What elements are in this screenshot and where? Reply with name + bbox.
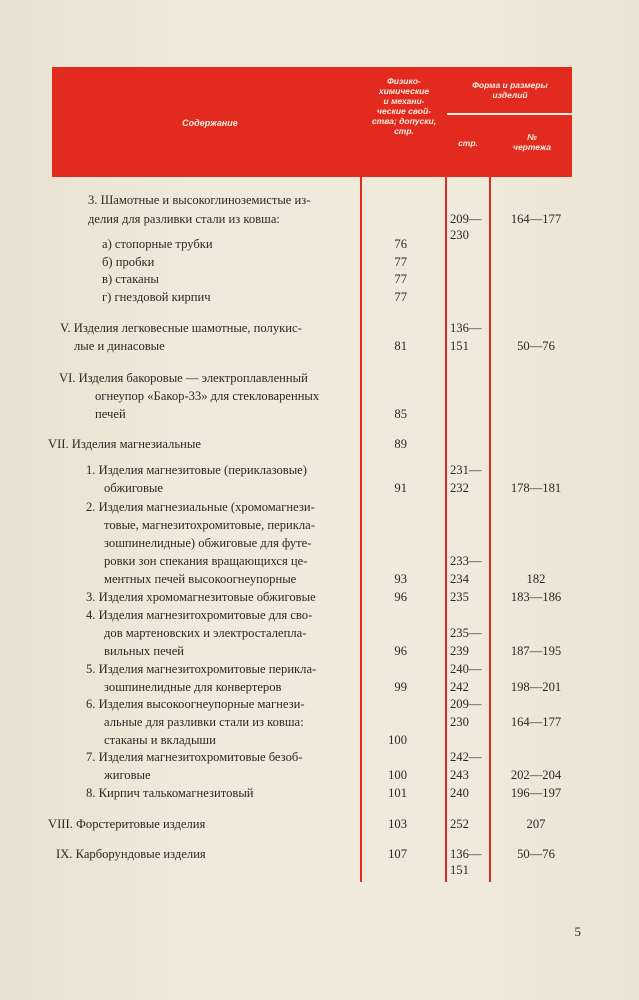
entry-text: делия для разливки стали из ковша: <box>88 212 280 226</box>
shape-page: 231— <box>450 463 482 477</box>
entry-text: V. Изделия легковесные шамотные, полукис- <box>60 321 302 335</box>
drawing-number: 164—177 <box>510 212 562 226</box>
entry-text: 3. Шамотные и высокоглиноземистые из- <box>88 193 311 207</box>
entry-text: огнеупор «Бакор-33» для стекловаренных <box>95 389 320 403</box>
shape-page: 252 <box>450 817 469 831</box>
entry-text: вильных печей <box>104 644 185 658</box>
entry-text: г) гнездовой кирпич <box>102 290 211 304</box>
entry-text: стаканы и вкладыши <box>104 733 216 747</box>
entry-text: VI. Изделия бакоровые — электроплавленный <box>59 371 308 385</box>
shape-page: 209— <box>450 212 482 226</box>
header-page: стр. <box>458 138 478 148</box>
props-page: 93 <box>394 572 407 586</box>
header-props: Физико- химические и механи- ческие свой- ства; допуски, стр. <box>371 76 437 136</box>
entry-text: в) стаканы <box>102 272 159 286</box>
entry-text: товые, магнезитохромитовые, периклa- <box>104 518 315 532</box>
drawing-number: 50—76 <box>517 847 555 861</box>
props-page: 81 <box>394 339 407 353</box>
props-page: 77 <box>394 272 407 286</box>
props-page: 99 <box>394 680 407 694</box>
shape-page: 234 <box>450 572 469 586</box>
entry-text: дов мартеновских и электросталепла- <box>104 626 307 640</box>
entry-text: обжиговые <box>104 481 163 495</box>
drawing-number: 50—76 <box>517 339 555 353</box>
entry-text: 3. Изделия хромомагнезитовые обжиговые <box>86 590 316 604</box>
props-page: 100 <box>388 733 407 747</box>
props-page: 100 <box>388 768 407 782</box>
entry-text: VIII. Форстеритовые изделия <box>48 817 206 831</box>
shape-page: 232 <box>450 481 469 495</box>
page-number: 5 <box>574 924 581 939</box>
entry-text: 7. Изделия магнезитохромитовые безоб- <box>86 750 303 764</box>
shape-page: 230 <box>450 715 469 729</box>
header-drawing: № чертежа <box>512 132 552 152</box>
shape-page: 242 <box>450 680 469 694</box>
props-page: 103 <box>388 817 407 831</box>
entry-text: зошпинелидные для конвертеров <box>104 680 282 694</box>
entry-text: 6. Изделия высокоогнеупорные магнези- <box>86 697 305 711</box>
entry-text: б) пробки <box>102 255 155 269</box>
entry-text: 8. Кирпич талькомагнезитовый <box>86 786 254 800</box>
entry-text: лые и динасовые <box>74 339 165 353</box>
drawing-number: 182 <box>526 572 546 586</box>
entry-text: зошпинелидные) обжиговые для футе- <box>104 536 312 550</box>
drawing-number: 207 <box>526 817 546 831</box>
entry-text: 4. Изделия магнезитохромитовые для сво- <box>86 608 313 622</box>
header-divider <box>445 113 572 115</box>
props-page: 85 <box>394 407 407 421</box>
shape-page: 235 <box>450 590 469 604</box>
shape-page: 230 <box>450 228 469 242</box>
entry-text: жиговые <box>104 768 151 782</box>
shape-page: 235— <box>450 626 482 640</box>
entry-text: печей <box>95 407 126 421</box>
shape-page: 209— <box>450 697 482 711</box>
shape-page: 136— <box>450 847 482 861</box>
shape-page: 233— <box>450 554 482 568</box>
props-page: 96 <box>394 644 407 658</box>
shape-page: 240— <box>450 662 482 676</box>
column-rule <box>445 67 447 882</box>
shape-page: 242— <box>450 750 482 764</box>
drawing-number: 187—195 <box>510 644 562 658</box>
entry-text: альные для разливки стали из ковша: <box>104 715 304 729</box>
drawing-number: 196—197 <box>510 786 562 800</box>
shape-page: 239 <box>450 644 469 658</box>
drawing-number: 183—186 <box>510 590 562 604</box>
drawing-number: 164—177 <box>510 715 562 729</box>
props-page: 77 <box>394 255 407 269</box>
drawing-number: 198—201 <box>510 680 562 694</box>
entry-text: 2. Изделия магнезиальные (хромомагнези- <box>86 500 315 514</box>
entry-text: 5. Изделия магнезитохромитовые периклa- <box>86 662 317 676</box>
shape-page: 151 <box>450 863 469 877</box>
header-content: Содержание <box>182 118 238 128</box>
column-rule <box>360 67 362 882</box>
entry-text: ментных печей высокоогнеупорные <box>104 572 297 586</box>
shape-page: 136— <box>450 321 482 335</box>
shape-page: 243 <box>450 768 469 782</box>
props-page: 91 <box>394 481 407 495</box>
shape-page: 240 <box>450 786 469 800</box>
props-page: 77 <box>394 290 407 304</box>
entry-text: 1. Изделия магнезитовые (периклазовые) <box>86 463 307 477</box>
entry-text: VII. Изделия магнезиальные <box>48 437 201 451</box>
entry-text: а) стопорные трубки <box>102 237 213 251</box>
props-page: 76 <box>394 237 407 251</box>
entry-text: IX. Карборундовые изделия <box>56 847 206 861</box>
drawing-number: 202—204 <box>510 768 562 782</box>
entry-text: ровки зон спекания вращающихся це- <box>104 554 308 568</box>
header-shape: Форма и размеры изделий <box>472 80 548 100</box>
props-page: 101 <box>388 786 407 800</box>
props-page: 89 <box>394 437 407 451</box>
props-page: 96 <box>394 590 407 604</box>
props-page: 107 <box>388 847 407 861</box>
shape-page: 151 <box>450 339 469 353</box>
drawing-number: 178—181 <box>510 481 562 495</box>
